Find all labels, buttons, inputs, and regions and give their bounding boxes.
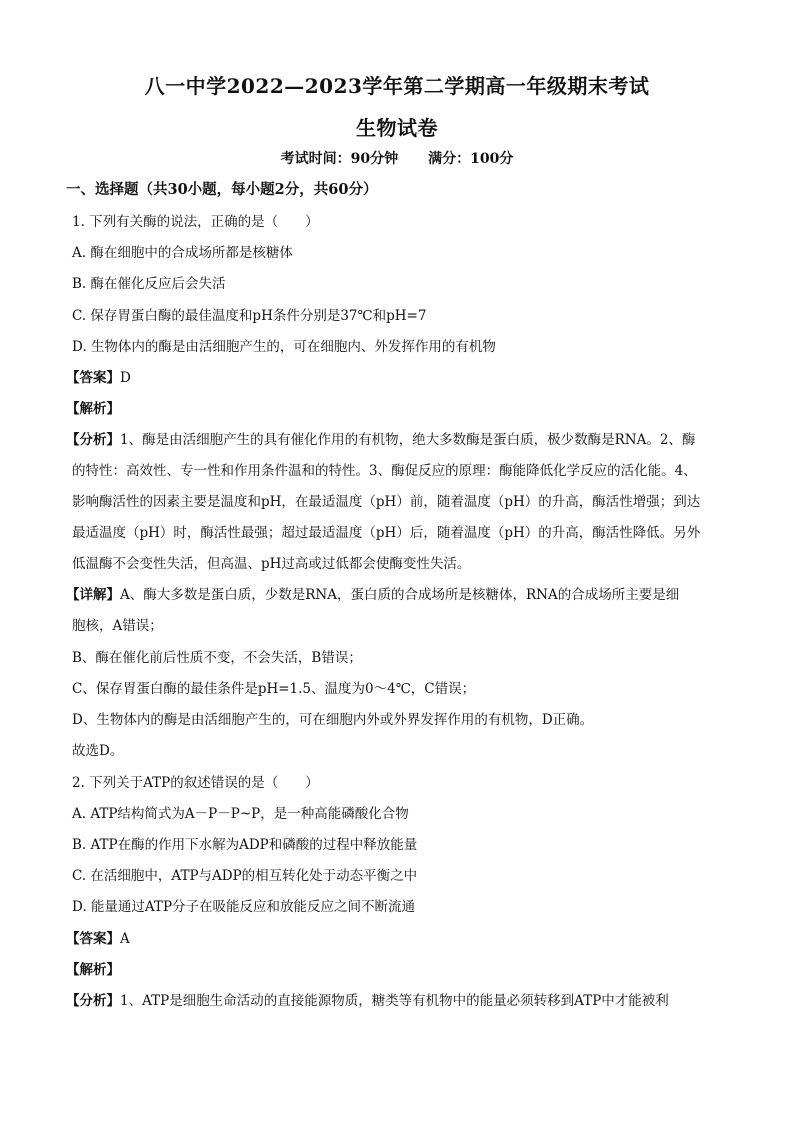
exam-meta bbox=[0, 148, 794, 168]
q1-analysis-tag: 【解析】 bbox=[66, 401, 120, 417]
q1-option-b: B. 酶在催化反应后会失活 bbox=[72, 276, 226, 292]
exam-time: 考试时间：90分钟 bbox=[280, 151, 399, 167]
q1-analysis-line: 最适温度（pH）时，酶活性最强；超过最适温度（pH）后，随着温度（pH）的升高，酶活性降低。另外 bbox=[72, 525, 701, 541]
q1-conclusion: 故选D。 bbox=[72, 743, 124, 759]
q1-detail-line: D、生物体内的酶是由活细胞产生的，可在细胞内外或外界发挥作用的有机物，D正确。 bbox=[72, 712, 594, 728]
detail-tag: 【详解】 bbox=[66, 587, 120, 603]
q1-option-c: C. 保存胃蛋白酶的最佳温度和pH条件分别是37℃和pH=7 bbox=[72, 308, 427, 324]
q1-option-d: D. 生物体内的酶是由活细胞产生的，可在细胞内、外发挥作用的有机物 bbox=[72, 339, 496, 355]
answer-tag: 【答案】 bbox=[66, 370, 120, 386]
q1-detail-line: 胞核，A错误； bbox=[72, 618, 163, 634]
q1-analysis-line: 低温酶不会变性失活，但高温、pH过高或过低都会使酶变性失活。 bbox=[72, 556, 471, 572]
answer-tag: 【答案】 bbox=[66, 931, 120, 947]
full-score: 满分：100分 bbox=[428, 151, 514, 167]
q2-option-a: A. ATP结构简式为A－P－P~P，是一种高能磷酸化合物 bbox=[72, 806, 409, 822]
q2-analysis-tag: 【解析】 bbox=[66, 962, 120, 978]
q2-answer bbox=[66, 929, 716, 949]
q2-stem: 2. 下列关于ATP的叙述错误的是（ ） bbox=[72, 775, 319, 791]
q1-option-a: A. 酶在细胞中的合成场所都是核糖体 bbox=[72, 245, 293, 261]
answer-value: A bbox=[120, 931, 130, 947]
q1-answer bbox=[66, 368, 716, 388]
fenxi-text: 1、酶是由活细胞产生的具有催化作用的有机物，绝大多数酶是蛋白质，极少数酶是RNA。2、酶 bbox=[120, 432, 696, 448]
q1-detail-line: C、保存胃蛋白酶的最佳条件是pH=1.5、温度为0～4℃，C错误； bbox=[72, 681, 476, 697]
page-subtitle: 生物试卷 bbox=[356, 116, 438, 140]
fenxi-tag: 【分析】 bbox=[66, 432, 120, 448]
fenxi-tag: 【分析】 bbox=[66, 993, 120, 1009]
q1-detail-line: B、酶在催化前后性质不变，不会失活，B错误； bbox=[72, 650, 362, 666]
detail-text: A、酶大多数是蛋白质，少数是RNA，蛋白质的合成场所是核糖体，RNA的合成场所主要是细 bbox=[120, 587, 680, 603]
section-heading: 一、选择题（共30小题，每小题2分，共60分） bbox=[66, 181, 378, 198]
q2-option-c: C. 在活细胞中，ATP与ADP的相互转化处于动态平衡之中 bbox=[72, 868, 418, 884]
q1-analysis-line: 的特性：高效性、专一性和作用条件温和的特性。3、酶促反应的原理：酶能降低化学反应的活化能。4、 bbox=[72, 463, 697, 479]
q1-analysis-line bbox=[66, 430, 716, 450]
answer-value: D bbox=[120, 370, 131, 386]
q2-option-d: D. 能量通过ATP分子在吸能反应和放能反应之间不断流通 bbox=[72, 899, 416, 915]
q1-detail-line bbox=[66, 585, 716, 605]
page-title: 八一中学2022—2023学年第二学期高一年级期末考试 bbox=[144, 74, 650, 98]
q2-option-b: B. ATP在酶的作用下水解为ADP和磷酸的过程中释放能量 bbox=[72, 837, 418, 853]
q1-stem: 1. 下列有关酶的说法，正确的是（ ） bbox=[72, 214, 319, 230]
q1-analysis-line: 影响酶活性的因素主要是温度和pH，在最适温度（pH）前，随着温度（pH）的升高，酶活性增强；到达 bbox=[72, 494, 701, 510]
fenxi-text: 1、ATP是细胞生命活动的直接能源物质，糖类等有机物中的能量必须转移到ATP中才能被利 bbox=[120, 993, 669, 1009]
q2-analysis-line bbox=[66, 991, 716, 1011]
